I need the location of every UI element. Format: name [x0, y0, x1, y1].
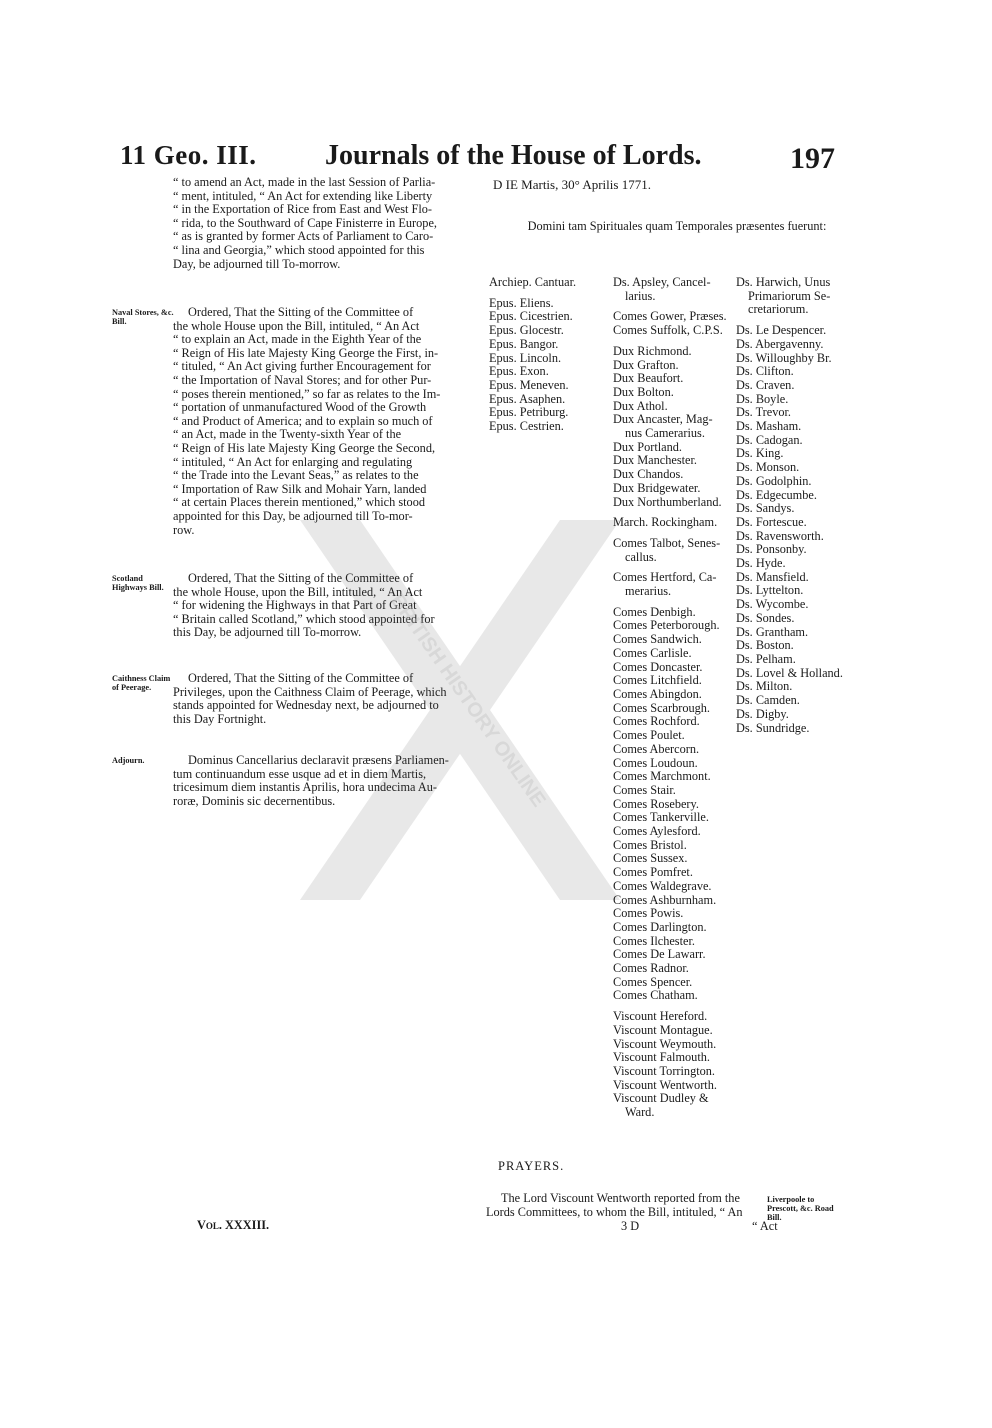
attendance-entry: Viscount Wentworth.	[613, 1077, 717, 1092]
attendance-entry: Epus. Lincoln.	[489, 350, 562, 365]
attendance-entry: Viscount Torrington.	[613, 1063, 716, 1078]
paragraph-line: row.	[173, 522, 195, 537]
attendance-entry: callus.	[625, 549, 657, 564]
attendance-entry: Viscount Dudley &	[613, 1091, 709, 1106]
margin-note: Naval Stores, &c. Bill.	[112, 308, 174, 326]
attendance-entry: Ds. Cadogan.	[736, 432, 803, 447]
attendance-entry: Dux Portland.	[613, 439, 682, 454]
attendance-entry: Dux Richmond.	[613, 343, 692, 358]
attendance-entry: Comes Ashburnham.	[613, 892, 717, 907]
watermark-text: BRITISH HISTORY ONLINE	[385, 590, 550, 812]
paragraph-line: “ the Importation of Naval Stores; and for other Pur-	[173, 372, 432, 387]
attendance-entry: Viscount Hereford.	[613, 1009, 708, 1024]
prayers-text	[486, 1192, 766, 1219]
attendance-entry: Ds. Edgecumbe.	[736, 487, 817, 502]
attendance-entry: Epus. Meneven.	[489, 377, 569, 392]
prayers-heading: PRAYERS.	[498, 1159, 565, 1173]
paragraph-line: Ordered, That the Sitting of the Committee of	[188, 671, 414, 685]
attendance-entry: Epus. Bangor.	[489, 336, 559, 351]
attendance-entry: Comes Litchfield.	[613, 673, 702, 688]
paragraph-line: “ portation of unmanufactured Wood of the Growth	[173, 400, 427, 415]
paragraph-line: tricesimum diem instantis Aprilis, hora undecima Au-	[173, 780, 437, 795]
paragraph-2	[173, 306, 476, 537]
attendance-entry: Primariorum Se-	[748, 288, 831, 303]
attendance-entry: Viscount Montague.	[613, 1022, 713, 1037]
attendance-entry: Dux Athol.	[613, 398, 668, 413]
attendance-entry: Dux Chandos.	[613, 467, 684, 482]
attendance-entry: Comes Sandwich.	[613, 632, 702, 647]
attendance-entry: Viscount Weymouth.	[613, 1036, 717, 1051]
attendance-entry: Ds. Boston.	[736, 638, 794, 653]
attendance-entry: Comes Darlington.	[613, 919, 707, 934]
date-heading: D IE Martis, 30° Aprilis 1771.	[493, 177, 651, 192]
attendance-entry: Comes Waldegrave.	[613, 878, 712, 893]
attendance-entry: Epus. Cicestrien.	[489, 309, 573, 324]
attendance-entry: Ds. Digby.	[736, 706, 789, 721]
volume-footer: Vol. XXXIII.	[197, 1218, 270, 1232]
attendance-entry: Ds. Milton.	[736, 679, 793, 694]
attendance-entry: merarius.	[625, 584, 672, 599]
paragraph-line: “ tituled, “ An Act giving further Encouragement for	[173, 359, 431, 374]
paragraph-line: the whole House, upon the Bill, intituled, “ An Act	[173, 584, 423, 599]
attendance-entry: Comes Abingdon.	[613, 686, 702, 701]
attendance-entry: Ds. Ravensworth.	[736, 528, 824, 543]
attendance-entry: Ds. Fortescue.	[736, 514, 807, 529]
attendance-entry: Comes Suffolk, C.P.S.	[613, 323, 723, 338]
paragraph-line: “ Importation of Raw Silk and Mohair Yarn, landed	[173, 481, 427, 496]
attendance-entry: Ds. Grantham.	[736, 624, 809, 639]
attendance-entry: Ds. Abergavenny.	[736, 336, 824, 351]
paragraph-line: the whole House upon the Bill, intituled, “ An Act	[173, 318, 420, 333]
attendance-entry: Comes Spencer.	[613, 974, 693, 989]
attendance-entry: Ds. Trevor.	[736, 405, 792, 420]
paragraph-line: Privileges, upon the Caithness Claim of Peerage, which	[173, 684, 447, 699]
paragraph-line: this Day, be adjourned till To-morrow.	[173, 625, 362, 640]
attendance-entry: Ds. Lovel & Holland.	[736, 665, 843, 680]
attendance-entry: Dux Ancaster, Mag-	[613, 412, 713, 427]
page-number: 197	[790, 142, 835, 175]
prayers-line: The Lord Viscount Wentworth reported from the	[501, 1191, 740, 1205]
attendance-entry: Ds. Pelham.	[736, 651, 796, 666]
attendance-entry: cretariorum.	[748, 302, 809, 317]
catchword: “ Act	[752, 1219, 778, 1233]
paragraph-line: “ to explain an Act, made in the Eighth Year of the	[173, 332, 422, 347]
attendance-entry: Comes Aylesford.	[613, 824, 701, 839]
attendance-entry: Comes Radnor.	[613, 961, 689, 976]
attendance-entry: Epus. Exon.	[489, 364, 549, 379]
attendance-entry: Ds. Mansfield.	[736, 569, 809, 584]
paragraph-line: “ for widening the Highways in that Part of Great	[173, 598, 417, 613]
paragraph-3	[173, 572, 476, 640]
present-heading: Domini tam Spirituales quam Temporales præsentes fuerunt:	[527, 219, 827, 233]
attendance-entry: Comes Pomfret.	[613, 865, 693, 880]
margin-note-liverpoole: Liverpoole to Prescott, &c. Road Bill.	[767, 1195, 834, 1222]
paragraph-line: Ordered, That the Sitting of the Committee of	[188, 305, 414, 319]
attendance-entry: Ds. Wycombe.	[736, 597, 809, 612]
paragraph-line: “ lina and Georgia,” which stood appointed for this	[173, 242, 425, 257]
paragraph-line: Ordered, That the Sitting of the Committee of	[188, 571, 414, 585]
attendance-entry: Ward.	[625, 1105, 655, 1120]
attendance-entry: Comes Doncaster.	[613, 659, 703, 674]
attendance-entry: Comes Talbot, Senes-	[613, 535, 721, 550]
paragraph-line: “ and Product of America; and to explain so much of	[173, 413, 433, 428]
paragraph-1	[173, 176, 476, 271]
attendance-entry: Comes Ilchester.	[613, 933, 695, 948]
paragraph-line: “ rida, to the Southward of Cape Finisterre in Europe,	[173, 215, 437, 230]
attendance-entry: Epus. Glocestr.	[489, 323, 564, 338]
attendance-entry: Ds. Sondes.	[736, 610, 795, 625]
prayers-line: Lords Committees, to whom the Bill, intituled, “ An	[486, 1204, 743, 1219]
paragraph-line: “ Britain called Scotland,” which stood appointed for	[173, 611, 435, 626]
attendance-entry: Comes Stair.	[613, 782, 676, 797]
paragraph-line: “ in the Exportation of Rice from East and West Flo-	[173, 202, 433, 217]
paragraph-line: “ an Act, made in the Twenty-sixth Year of the	[173, 427, 402, 442]
attendance-entry: Viscount Falmouth.	[613, 1050, 710, 1065]
attendance-entry: Comes Loudoun.	[613, 755, 698, 770]
signature-mark: 3 D	[621, 1219, 640, 1233]
attendance-entry: Ds. Masham.	[736, 419, 802, 434]
attendance-entry: Comes Chatham.	[613, 988, 698, 1003]
attendance-entry: Ds. Apsley, Cancel-	[613, 275, 711, 289]
attendance-column-barons	[736, 276, 843, 735]
attendance-entry: Ds. Craven.	[736, 377, 795, 392]
paragraph-line: Dominus Cancellarius declaravit præsens Parliamen-	[188, 753, 449, 767]
attendance-entry: larius.	[625, 288, 656, 303]
paragraph-line: tum continuandum esse usque ad et in diem Martis,	[173, 766, 427, 781]
attendance-entry: Ds. King.	[736, 446, 784, 461]
attendance-entry: Ds. Ponsonby.	[736, 542, 807, 557]
attendance-entry: Ds. Sandys.	[736, 501, 795, 516]
attendance-entry: Ds. Godolphin.	[736, 473, 812, 488]
attendance-entry: Comes Bristol.	[613, 837, 687, 852]
attendance-entry: Dux Bridgewater.	[613, 480, 701, 495]
margin-note: Adjourn.	[112, 756, 145, 765]
paragraph-5	[173, 754, 476, 808]
attendance-entry: Epus. Petriburg.	[489, 405, 569, 420]
attendance-entry: nus Camerarius.	[625, 426, 705, 441]
attendance-entry: Ds. Boyle.	[736, 391, 789, 406]
attendance-entry: Epus. Cestrien.	[489, 419, 564, 434]
attendance-entry: Ds. Lyttelton.	[736, 583, 804, 598]
attendance-entry: Comes Rosebery.	[613, 796, 699, 811]
attendance-entry: Epus. Asaphen.	[489, 391, 566, 406]
attendance-entry: Dux Grafton.	[613, 357, 679, 372]
paragraph-line: “ at certain Places therein mentioned,” which stood	[173, 495, 425, 510]
paragraph-line: Day, be adjourned till To-morrow.	[173, 256, 341, 271]
paragraph-line: this Day Fortnight.	[173, 711, 267, 726]
paragraph-line: “ intituled, “ An Act for enlarging and regulating	[173, 454, 413, 469]
paragraph-line: “ to amend an Act, made in the last Session of Parlia-	[173, 175, 436, 189]
attendance-entry: Comes Hertford, Ca-	[613, 570, 717, 585]
attendance-entry: Comes Gower, Præses.	[613, 309, 727, 324]
attendance-entry: Ds. Camden.	[736, 693, 800, 708]
attendance-entry: March. Rockingham.	[613, 515, 718, 530]
attendance-entry: Comes Marchmont.	[613, 769, 711, 784]
attendance-entry: Dux Manchester.	[613, 453, 698, 468]
paragraph-line: “ the Trade into the Levant Seas,” as relates to the	[173, 468, 419, 483]
attendance-entry: Comes Sussex.	[613, 851, 688, 866]
attendance-entry: Comes Rochford.	[613, 714, 700, 729]
attendance-entry: Ds. Clifton.	[736, 364, 794, 379]
paragraph-4	[173, 672, 476, 726]
attendance-entry: Comes Abercorn.	[613, 741, 700, 756]
paragraph-line: “ Reign of His late Majesty King George the First, in-	[173, 345, 439, 360]
attendance-entry: Ds. Willoughby Br.	[736, 350, 832, 365]
attendance-entry: Comes Peterborough.	[613, 618, 720, 633]
attendance-entry: Comes Denbigh.	[613, 604, 696, 619]
attendance-entry: Epus. Eliens.	[489, 295, 554, 310]
attendance-entry: Ds. Monson.	[736, 460, 800, 475]
attendance-entry: Comes De Lawarr.	[613, 947, 706, 962]
paragraph-line: “ as is granted by former Acts of Parliament to Caro-	[173, 229, 434, 244]
margin-note: Scotland Highways Bill.	[112, 574, 164, 592]
attendance-entry: Dux Beaufort.	[613, 371, 684, 386]
attendance-entry: Comes Tankerville.	[613, 810, 709, 825]
attendance-entry: Archiep. Cantuar.	[489, 275, 577, 289]
paragraph-line: appointed for this Day, be adjourned till To-mor-	[173, 508, 413, 523]
attendance-entry: Dux Bolton.	[613, 384, 674, 399]
attendance-entry: Ds. Sundridge.	[736, 720, 810, 735]
paragraph-line: “ poses therein mentioned,” so far as relates to the Im-	[173, 386, 441, 401]
attendance-column-bishops	[489, 276, 576, 434]
attendance-entry: Comes Powis.	[613, 906, 684, 921]
running-header-title: Journals of the House of Lords.	[325, 140, 702, 171]
attendance-entry: Ds. Hyde.	[736, 556, 786, 571]
attendance-column-peers	[613, 276, 727, 1120]
attendance-entry: Comes Carlisle.	[613, 645, 692, 660]
attendance-entry: Ds. Harwich, Unus	[736, 275, 831, 289]
attendance-entry: Ds. Le Despencer.	[736, 323, 827, 338]
margin-note: Caithness Claim of Peerage.	[112, 674, 171, 692]
paragraph-line: “ ment, intituled, “ An Act for extending like Liberty	[173, 188, 433, 203]
paragraph-line: “ Reign of His late Majesty King George the Second,	[173, 440, 436, 455]
paragraph-line: stands appointed for Wednesday next, be adjourned to	[173, 698, 439, 713]
paragraph-line: roræ, Dominis sic decernentibus.	[173, 793, 336, 808]
attendance-entry: Comes Scarbrough.	[613, 700, 710, 715]
attendance-entry: Comes Poulet.	[613, 728, 685, 743]
attendance-entry: Dux Northumberland.	[613, 494, 722, 509]
running-header-left: 11 Geo. III.	[120, 140, 257, 170]
